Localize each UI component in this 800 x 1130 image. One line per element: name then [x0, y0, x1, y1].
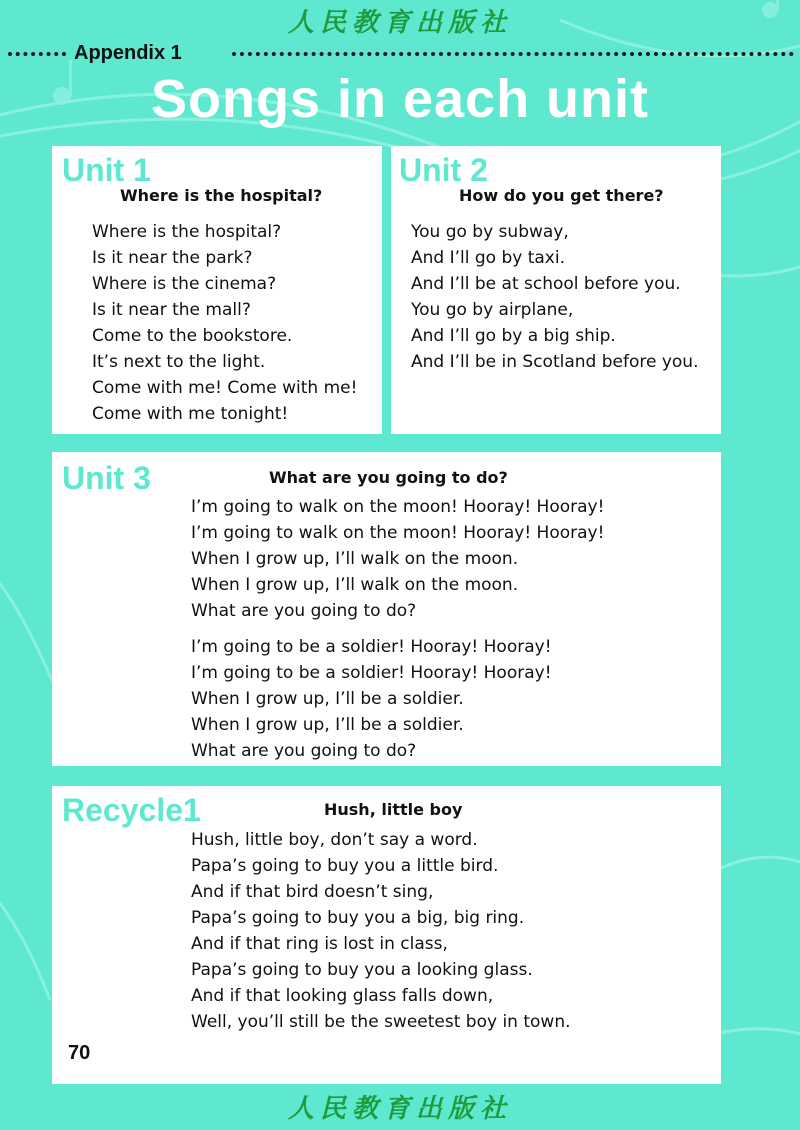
unit-label: Unit 1	[62, 152, 151, 188]
unit-2-card	[391, 146, 721, 434]
lyric-line: What are you going to do?	[191, 741, 417, 761]
lyric-line: Papa’s going to buy you a little bird.	[191, 856, 499, 876]
lyrics	[92, 219, 357, 427]
lyric-line: Hush, little boy, don’t say a word.	[191, 830, 478, 850]
lyric-line: Where is the cinema?	[92, 274, 277, 294]
lyric-line: I’m going to be a soldier! Hooray! Hooray!	[191, 637, 552, 657]
lyric-line: And if that looking glass falls down,	[191, 986, 494, 1006]
lyric-line: When I grow up, I’ll be a soldier.	[191, 689, 464, 709]
lyric-line: What are you going to do?	[191, 601, 417, 621]
lyric-line: And I’ll go by a big ship.	[411, 326, 616, 346]
lyric-line: Is it near the park?	[92, 248, 253, 268]
unit-label: Unit 3	[62, 460, 151, 496]
lyric-line: It’s next to the light.	[92, 352, 266, 372]
lyric-line: I’m going to walk on the moon! Hooray! Hooray!	[191, 497, 605, 517]
lyric-line: Well, you’ll still be the sweetest boy in town.	[191, 1012, 571, 1032]
lyric-line: Is it near the mall?	[92, 300, 251, 320]
dotted-divider-left	[8, 52, 66, 56]
lyrics	[411, 219, 699, 375]
unit-label: Recycle1	[62, 792, 201, 828]
lyric-line: Where is the hospital?	[92, 222, 282, 242]
lyrics	[191, 827, 571, 1035]
unit-3-card	[52, 452, 721, 766]
page-title: Songs in each unit	[150, 69, 650, 129]
lyrics-verse-2	[191, 634, 552, 764]
lyric-line: Come to the bookstore.	[92, 326, 293, 346]
song-title: What are you going to do?	[269, 468, 508, 487]
song-title: How do you get there?	[459, 186, 664, 205]
lyric-line: When I grow up, I’ll be a soldier.	[191, 715, 464, 735]
lyric-line: And I’ll be in Scotland before you.	[411, 352, 699, 372]
lyric-line: When I grow up, I’ll walk on the moon.	[191, 575, 519, 595]
recycle-1-card	[52, 786, 721, 1084]
appendix-header	[0, 42, 800, 64]
lyric-line: I’m going to walk on the moon! Hooray! Hooray!	[191, 523, 605, 543]
lyric-line: I’m going to be a soldier! Hooray! Hooray!	[191, 663, 552, 683]
lyric-line: Papa’s going to buy you a big, big ring.	[191, 908, 525, 928]
lyric-line: And if that bird doesn’t sing,	[191, 882, 434, 902]
lyric-line: And I’ll go by taxi.	[411, 248, 565, 268]
song-title: Where is the hospital?	[120, 186, 323, 205]
dotted-divider-right	[232, 52, 794, 56]
unit-label: Unit 2	[399, 152, 488, 188]
unit-1-card	[52, 146, 382, 434]
appendix-label: Appendix 1	[74, 42, 182, 64]
lyric-line: Papa’s going to buy you a looking glass.	[191, 960, 533, 980]
page-number: 70	[68, 1042, 91, 1064]
publisher-logo-top: 人民教育出版社	[287, 8, 512, 38]
lyric-line: When I grow up, I’ll walk on the moon.	[191, 549, 519, 569]
lyric-line: Come with me! Come with me!	[92, 378, 358, 398]
lyric-line: And I’ll be at school before you.	[411, 274, 681, 294]
lyric-line: You go by subway,	[411, 222, 569, 242]
lyric-line: You go by airplane,	[411, 300, 574, 320]
song-title: Hush, little boy	[324, 800, 463, 819]
publisher-logo-bottom: 人民教育出版社	[287, 1094, 512, 1124]
lyrics-verse-1	[191, 494, 604, 624]
lyric-line: And if that ring is lost in class,	[191, 934, 448, 954]
lyric-line: Come with me tonight!	[92, 404, 289, 424]
